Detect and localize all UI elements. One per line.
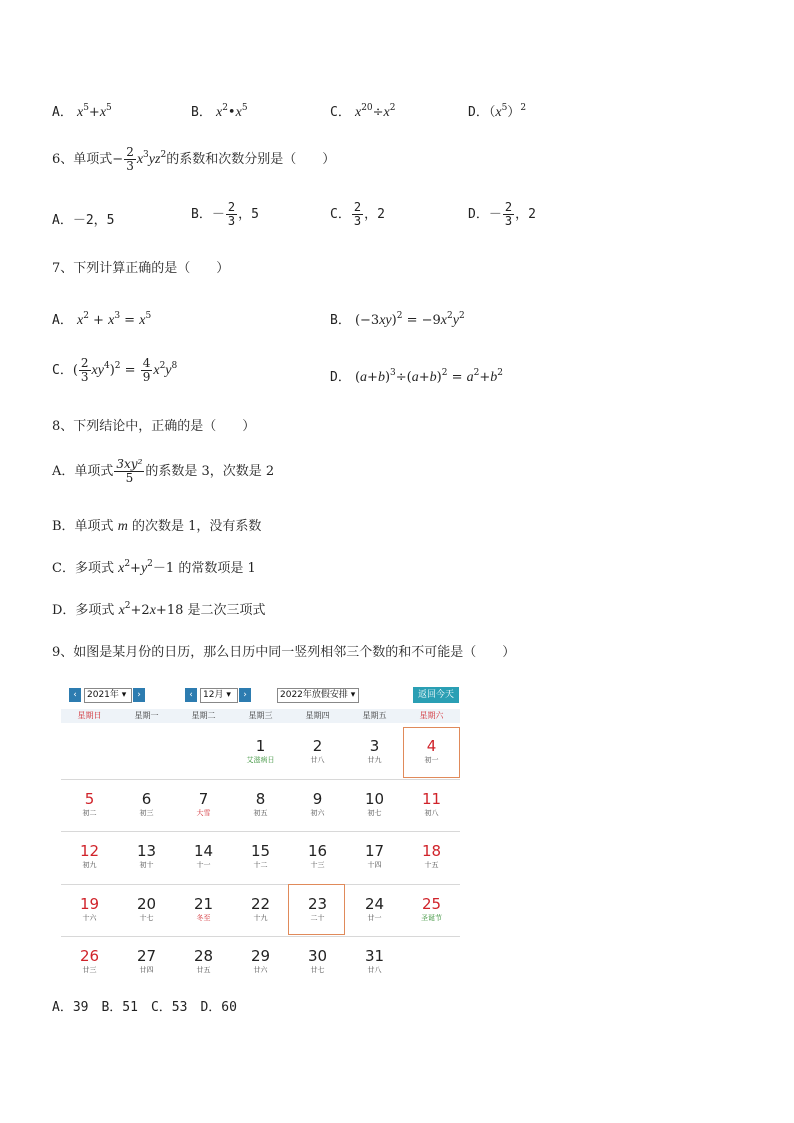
calendar-day[interactable] bbox=[346, 937, 403, 989]
question-8: 8、下列结论中，正确的是（ ） bbox=[52, 419, 256, 434]
day-number: 14 bbox=[193, 842, 214, 860]
calendar-day[interactable] bbox=[289, 727, 346, 779]
calendar-day[interactable] bbox=[118, 937, 175, 989]
day-number: 2 bbox=[312, 737, 323, 755]
question-7: 7、下列计算正确的是（ ） bbox=[52, 261, 230, 276]
q5-option-a: A． $x^5+x^5$ bbox=[52, 103, 112, 120]
weekday-header: 星期一 bbox=[118, 709, 175, 723]
calendar-day[interactable] bbox=[232, 780, 289, 832]
lunar-label: 廿四 bbox=[139, 966, 154, 974]
calendar-day[interactable] bbox=[232, 832, 289, 884]
lunar-label: 艾滋病日 bbox=[246, 756, 275, 764]
day-number: 19 bbox=[79, 894, 100, 913]
lunar-label: 冬至 bbox=[196, 913, 211, 922]
day-number: 29 bbox=[250, 947, 271, 965]
question-6: 6、单项式− $\frac{2}{3}$ $x^3yz^2$的系数和次数分别是（ ） bbox=[52, 145, 336, 173]
calendar-day[interactable] bbox=[175, 937, 232, 989]
q8-option-a: A．单项式 $\frac{\text{3xy²}}{5}$ 的系数是 3，次数是 2 bbox=[52, 457, 275, 485]
lunar-label: 十四 bbox=[367, 861, 382, 869]
day-number: 6 bbox=[141, 789, 152, 808]
day-number: 24 bbox=[364, 894, 385, 913]
lunar-label: 廿三 bbox=[82, 966, 97, 974]
row-divider bbox=[61, 936, 460, 937]
day-number: 9 bbox=[312, 789, 323, 808]
lunar-label: 初九 bbox=[82, 861, 97, 869]
calendar-day[interactable] bbox=[403, 780, 460, 832]
q6-option-c: C． $\frac{2}{3}$ ，2 bbox=[330, 200, 385, 228]
lunar-label: 廿九 bbox=[367, 756, 382, 764]
day-number: 25 bbox=[421, 894, 442, 913]
next-year-button[interactable]: › bbox=[133, 688, 145, 702]
day-number: 17 bbox=[364, 842, 385, 860]
day-number: 12 bbox=[79, 842, 100, 860]
q8-option-b: B．单项式 m 的次数是 1，没有系数 bbox=[52, 519, 262, 534]
calendar-day[interactable] bbox=[118, 885, 175, 937]
day-number: 5 bbox=[84, 789, 95, 808]
lunar-label: 十五 bbox=[424, 861, 439, 869]
q7-option-c: C．( $\frac{2}{3}$ $xy^4)^2$ = $\frac{4}{9}$ $x^2y^8$ bbox=[52, 356, 178, 384]
q6-option-b: B．－ $\frac{2}{3}$ ，5 bbox=[191, 200, 259, 228]
calendar-day[interactable] bbox=[61, 937, 118, 989]
q5-option-c: C． $x^{20}\div x^2$ bbox=[330, 103, 396, 120]
lunar-label: 圣诞节 bbox=[421, 913, 442, 922]
calendar-day[interactable] bbox=[232, 937, 289, 989]
holiday-select[interactable]: 2022年放假安排 ▾ bbox=[277, 688, 359, 703]
lunar-label: 廿七 bbox=[310, 966, 325, 974]
lunar-label: 廿一 bbox=[367, 913, 382, 922]
next-month-button[interactable]: › bbox=[239, 688, 251, 702]
row-divider bbox=[61, 831, 460, 832]
lunar-label: 廿六 bbox=[253, 966, 268, 974]
lunar-label: 初八 bbox=[424, 808, 439, 817]
calendar-day[interactable] bbox=[346, 780, 403, 832]
lunar-label: 初六 bbox=[310, 808, 325, 817]
prev-year-button[interactable]: ‹ bbox=[69, 688, 81, 702]
q8-option-d: D．多项式 $x^2+2x+18$ 是二次三项式 bbox=[52, 601, 266, 618]
lunar-label: 初七 bbox=[367, 808, 382, 817]
q6-option-d: D．－ $\frac{2}{3}$ ，2 bbox=[468, 200, 536, 228]
day-number: 23 bbox=[307, 894, 328, 913]
lunar-label: 十三 bbox=[310, 861, 325, 869]
calendar-day[interactable] bbox=[403, 832, 460, 884]
weekday-header: 星期五 bbox=[346, 709, 403, 723]
lunar-label: 初五 bbox=[253, 808, 268, 817]
lunar-label: 初二 bbox=[82, 808, 97, 817]
lunar-label: 初十 bbox=[139, 861, 154, 869]
lunar-label: 十九 bbox=[253, 913, 268, 922]
day-number: 30 bbox=[307, 947, 328, 965]
calendar-day[interactable] bbox=[61, 780, 118, 832]
calendar-day[interactable] bbox=[61, 885, 118, 937]
lunar-label: 十二 bbox=[253, 861, 268, 869]
day-number: 8 bbox=[255, 789, 266, 808]
q5-option-b: B． $x^2•x^5$ bbox=[191, 103, 248, 120]
selected-day-box bbox=[288, 884, 345, 935]
calendar-day[interactable] bbox=[403, 885, 460, 937]
calendar-day[interactable] bbox=[175, 885, 232, 937]
lunar-label: 廿五 bbox=[196, 966, 211, 974]
calendar-day[interactable] bbox=[289, 780, 346, 832]
calendar-day[interactable] bbox=[346, 832, 403, 884]
q7-option-b: B． $(-3xy)^2 = -9x^2y^2$ bbox=[330, 311, 465, 328]
year-select[interactable]: 2021年 ▾ bbox=[84, 688, 132, 703]
day-number: 7 bbox=[198, 789, 209, 808]
row-divider bbox=[61, 884, 460, 885]
q9-answers: A．39 B．51 C．53 D．60 bbox=[52, 1000, 237, 1015]
calendar bbox=[61, 686, 460, 976]
day-number: 31 bbox=[364, 947, 385, 965]
weekday-header: 星期二 bbox=[175, 709, 232, 723]
calendar-day[interactable] bbox=[289, 937, 346, 989]
day-number: 20 bbox=[136, 894, 157, 913]
calendar-day[interactable] bbox=[61, 832, 118, 884]
weekday-header: 星期日 bbox=[61, 709, 118, 723]
calendar-day[interactable] bbox=[175, 832, 232, 884]
day-number: 21 bbox=[193, 894, 214, 913]
weekday-header: 星期六 bbox=[403, 709, 460, 723]
weekday-header: 星期三 bbox=[232, 709, 289, 723]
calendar-day[interactable] bbox=[346, 885, 403, 937]
calendar-day[interactable] bbox=[118, 780, 175, 832]
month-select[interactable]: 12月 ▾ bbox=[200, 688, 238, 703]
today-button[interactable]: 返回今天 bbox=[413, 687, 459, 703]
lunar-label: 初一 bbox=[424, 756, 439, 764]
lunar-label: 初三 bbox=[139, 808, 154, 817]
q8-option-c: C．多项式 $x^2+y^2-1$ 的常数项是 1 bbox=[52, 559, 256, 576]
calendar-day[interactable] bbox=[232, 885, 289, 937]
row-divider bbox=[61, 779, 460, 780]
lunar-label: 廿八 bbox=[367, 966, 382, 974]
day-number: 3 bbox=[369, 737, 380, 755]
day-number: 4 bbox=[426, 737, 437, 755]
lunar-label: 十七 bbox=[139, 913, 154, 922]
weekday-header: 星期四 bbox=[289, 709, 346, 723]
calendar-day[interactable] bbox=[346, 727, 403, 779]
question-9: 9、如图是某月份的日历，那么日历中同一竖列相邻三个数的和不可能是（ ） bbox=[52, 645, 516, 660]
day-number: 27 bbox=[136, 947, 157, 965]
q5-option-d: D．$(x^5)^2$ bbox=[468, 103, 527, 120]
q7-option-a: A． $x^2 + x^3 = x^5$ bbox=[52, 311, 152, 328]
lunar-label: 二十 bbox=[310, 913, 325, 922]
lunar-label: 十六 bbox=[82, 913, 97, 922]
day-number: 1 bbox=[255, 737, 266, 755]
day-number: 26 bbox=[79, 947, 100, 965]
lunar-label: 廿八 bbox=[310, 756, 325, 764]
today-highlight-box bbox=[403, 727, 460, 778]
calendar-day[interactable] bbox=[175, 780, 232, 832]
day-number: 18 bbox=[421, 842, 442, 860]
day-number: 22 bbox=[250, 894, 271, 913]
lunar-label: 大雪 bbox=[196, 808, 211, 817]
day-number: 15 bbox=[250, 842, 271, 860]
day-number: 10 bbox=[364, 789, 385, 808]
day-number: 28 bbox=[193, 947, 214, 965]
calendar-day[interactable] bbox=[232, 727, 289, 779]
day-number: 16 bbox=[307, 842, 328, 860]
calendar-day[interactable] bbox=[118, 832, 175, 884]
lunar-label: 十一 bbox=[196, 861, 211, 869]
q6-option-a: A．－2，5 bbox=[52, 213, 115, 228]
prev-month-button[interactable]: ‹ bbox=[185, 688, 197, 702]
day-number: 13 bbox=[136, 842, 157, 860]
calendar-day[interactable] bbox=[289, 832, 346, 884]
q7-option-d: D． $(a+b)^3\div(a+b)^2 = a^2+b^2$ bbox=[330, 368, 503, 385]
day-number: 11 bbox=[421, 789, 442, 808]
